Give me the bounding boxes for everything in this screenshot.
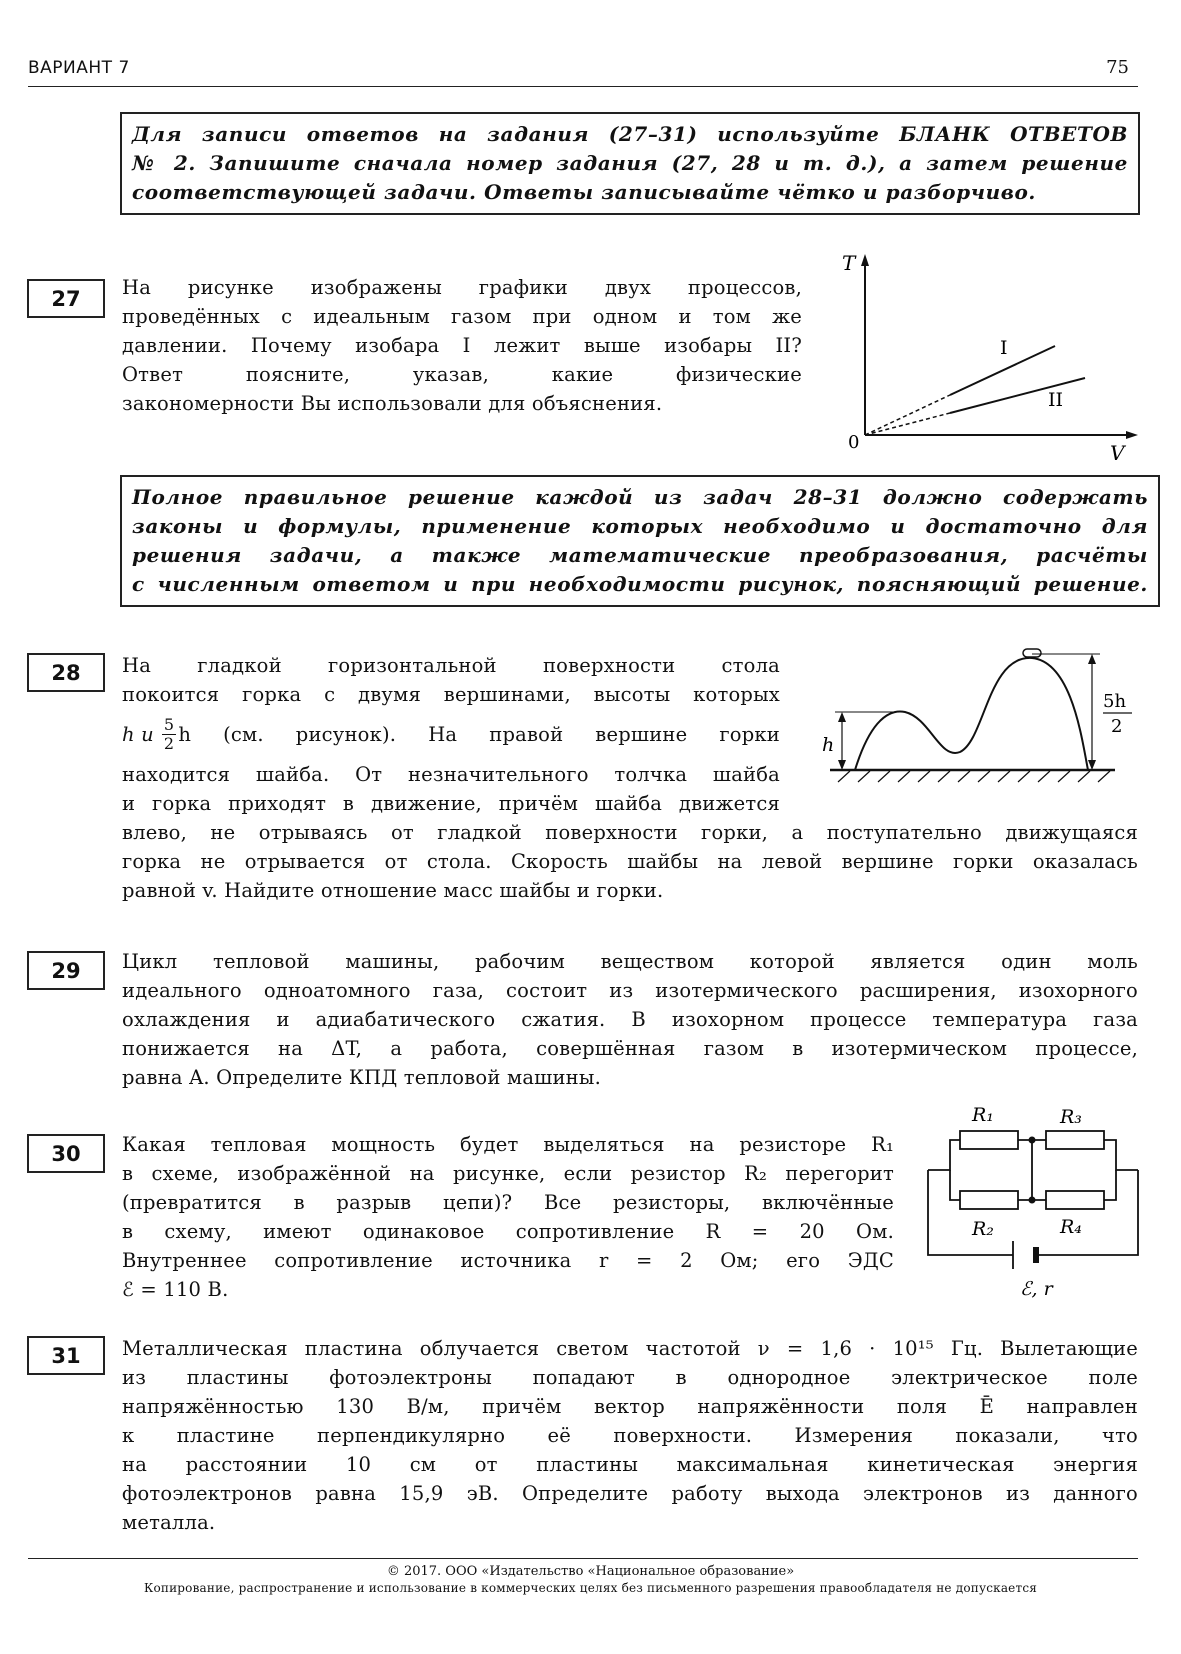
left-height-label: h xyxy=(822,734,835,756)
source-label: ℰ, r xyxy=(1020,1278,1053,1300)
q31-line: металла. xyxy=(122,1511,216,1534)
q28-line: находится шайба. От незначительного толчка шайба xyxy=(122,763,780,786)
question-number-28: 28 xyxy=(27,653,105,692)
q31-line: напряжённостью 130 В/м, причём вектор напряжённости поля Ē направлен xyxy=(122,1395,1138,1418)
left-height-arrowhead-bottom xyxy=(838,760,846,770)
q31-line: из пластины фотоэлектроны попадают в однородное электрическое поле xyxy=(122,1366,1138,1389)
q30-line: Какая тепловая мощность будет выделяться на резисторе R₁ xyxy=(122,1133,894,1156)
wire-right-bottom xyxy=(1036,1170,1138,1255)
q28-line: покоится горка с двумя вершинами, высоты которых xyxy=(122,683,780,706)
t-axis-arrow xyxy=(861,254,869,266)
page-number: 75 xyxy=(1106,57,1129,78)
isobar-1-label: I xyxy=(1000,337,1008,359)
v-axis-arrow xyxy=(1126,431,1138,439)
q31-line: Металлическая пластина облучается светом частотой ν = 1,6 · 10¹⁵ Гц. Вылетающие xyxy=(122,1337,1138,1360)
puck xyxy=(1023,649,1041,657)
junction-node-bottom xyxy=(1029,1197,1036,1204)
question-27-text xyxy=(122,273,802,418)
variant-label: ВАРИАНТ 7 xyxy=(28,58,130,78)
q27-line: закономерности Вы использовали для объяснения. xyxy=(122,392,663,415)
r3-label: R₃ xyxy=(1060,1106,1082,1128)
question-number-29: 29 xyxy=(27,951,105,990)
q29-line: идеального одноатомного газа, состоит из изотермического расширения, изохорного xyxy=(122,979,1138,1002)
r1-label: R₁ xyxy=(972,1104,994,1126)
q29-line: Цикл тепловой машины, рабочим веществом которой является один моль xyxy=(122,950,1138,973)
q27-line: Ответ поясните, указав, какие физические xyxy=(122,363,802,386)
q27-line: давлении. Почему изобара I лежит выше изобары II? xyxy=(122,334,802,357)
question-31-text xyxy=(122,1334,1138,1537)
header-divider xyxy=(28,86,1138,87)
q31-line: на расстоянии 10 см от пластины максимальная кинетическая энергия xyxy=(122,1453,1138,1476)
q28-line-post: h (см. рисунок). На правой вершине горки xyxy=(178,722,780,746)
q29-line: охлаждения и адиабатического сжатия. В изохорном процессе температура газа xyxy=(122,1008,1138,1031)
requirements-line: с численным ответом и при необходимости рисунок, поясняющий решение. xyxy=(132,572,1148,596)
circuit-diagram xyxy=(920,1095,1150,1310)
origin-label: 0 xyxy=(848,432,860,453)
isobar-1-extrapolation xyxy=(865,395,950,435)
isobar-graph xyxy=(830,250,1150,460)
q29-line: понижается на ΔT, а работа, совершённая газом в изотермическом процессе, xyxy=(122,1037,1138,1060)
q28-line-pre: h и xyxy=(122,722,154,746)
q29-line: равна A. Определите КПД тепловой машины. xyxy=(122,1066,601,1089)
left-height-arrowhead-top xyxy=(838,712,846,722)
r4-label: R₄ xyxy=(1060,1216,1082,1238)
wire-right-upper xyxy=(1104,1140,1138,1170)
question-28-text-top xyxy=(122,651,780,709)
q28-line: и горка приходят в движение, причём шайба движется xyxy=(122,792,780,815)
q27-line: проведённых с идеальным газом при одном и том же xyxy=(122,305,802,328)
q31-line: фотоэлектронов равна 15,9 эВ. Определите работу выхода электронов из данного xyxy=(122,1482,1138,1505)
question-number-30: 30 xyxy=(27,1134,105,1173)
question-28-fraction-line xyxy=(122,712,780,756)
q30-line: (превратится в разрыв цепи)? Все резисторы, включённые xyxy=(122,1191,894,1214)
intro-instructions-box xyxy=(120,112,1140,215)
right-height-label-denominator: 2 xyxy=(1111,716,1123,737)
q30-line: в схеме, изображённой на рисунке, если резистор R₂ перегорит xyxy=(122,1162,894,1185)
requirements-line: Полное правильное решение каждой из задач 28–31 должно содержать xyxy=(132,485,1148,509)
intro-line: № 2. Запишите сначала номер задания (27, 28 и т. д.), а затем решение xyxy=(132,151,1128,175)
question-number-31: 31 xyxy=(27,1336,105,1375)
copyright: © 2017. ООО «Издательство «Национальное образование» xyxy=(386,1564,795,1579)
fraction-numerator: 5 xyxy=(163,714,175,734)
q28-line: На гладкой горизонтальной поверхности стола xyxy=(122,654,780,677)
right-height-arrowhead-bottom xyxy=(1088,760,1096,770)
hill-profile xyxy=(855,658,1088,770)
intro-line: соответствующей задачи. Ответы записывайте чётко и разборчиво. xyxy=(132,180,1036,204)
q30-line: в схему, имеют одинаковое сопротивление R = 20 Ом. xyxy=(122,1220,894,1243)
wire-left-upper xyxy=(928,1140,960,1170)
question-30-text xyxy=(122,1130,894,1304)
v-axis-label: V xyxy=(1110,441,1125,460)
footer-divider xyxy=(28,1558,1138,1559)
q27-line: На рисунке изображены графики двух процессов, xyxy=(122,276,802,299)
copyright-notice: Копирование, распространение и использование в коммерческих целях без письменного разрешения правообладателя не допускается xyxy=(143,1581,1038,1595)
q31-line: к пластине перпендикулярно её поверхности. Измерения показали, что xyxy=(122,1424,1138,1447)
table-hatching xyxy=(838,771,1110,782)
five-halves-fraction xyxy=(162,716,176,753)
intro-line: Для записи ответов на задания (27–31) используйте БЛАНК ОТВЕТОВ xyxy=(132,122,1128,146)
fraction-denominator: 2 xyxy=(163,733,175,753)
full-solution-requirements-box xyxy=(120,475,1160,607)
q30-line: ℰ = 110 В. xyxy=(122,1278,229,1301)
q28-line: горка не отрывается от стола. Скорость шайбы на левой вершине горки оказалась xyxy=(122,850,1138,873)
isobar-2-label: II xyxy=(1048,389,1064,411)
resistor-r4 xyxy=(1046,1191,1104,1209)
r2-label: R₂ xyxy=(972,1218,994,1240)
isobar-2 xyxy=(950,378,1085,413)
q28-line: влево, не отрываясь от гладкой поверхности горки, а поступательно движущаяся xyxy=(122,821,1138,844)
requirements-line: законы и формулы, применение которых необходимо и достаточно для xyxy=(132,514,1148,538)
two-peak-hill-figure xyxy=(810,640,1150,800)
t-axis-label: T xyxy=(842,251,856,275)
isobar-2-extrapolation xyxy=(865,413,950,435)
junction-node-top xyxy=(1029,1137,1036,1144)
wire-left-bottom xyxy=(928,1170,1013,1255)
question-number-27: 27 xyxy=(27,279,105,318)
requirements-line: решения задачи, а также математические преобразования, расчёты xyxy=(132,543,1148,567)
resistor-r3 xyxy=(1046,1131,1104,1149)
resistor-r1 xyxy=(960,1131,1018,1149)
wire-right-lower xyxy=(1104,1170,1116,1200)
right-height-label-numerator: 5h xyxy=(1103,691,1127,712)
resistor-r2 xyxy=(960,1191,1018,1209)
q28-line: равной v. Найдите отношение масс шайбы и горки. xyxy=(122,879,664,902)
right-height-arrowhead-top xyxy=(1088,654,1096,664)
wire-left-lower xyxy=(950,1170,960,1200)
q30-line: Внутреннее сопротивление источника r = 2 Ом; его ЭДС xyxy=(122,1249,894,1272)
question-29-text xyxy=(122,947,1138,1092)
